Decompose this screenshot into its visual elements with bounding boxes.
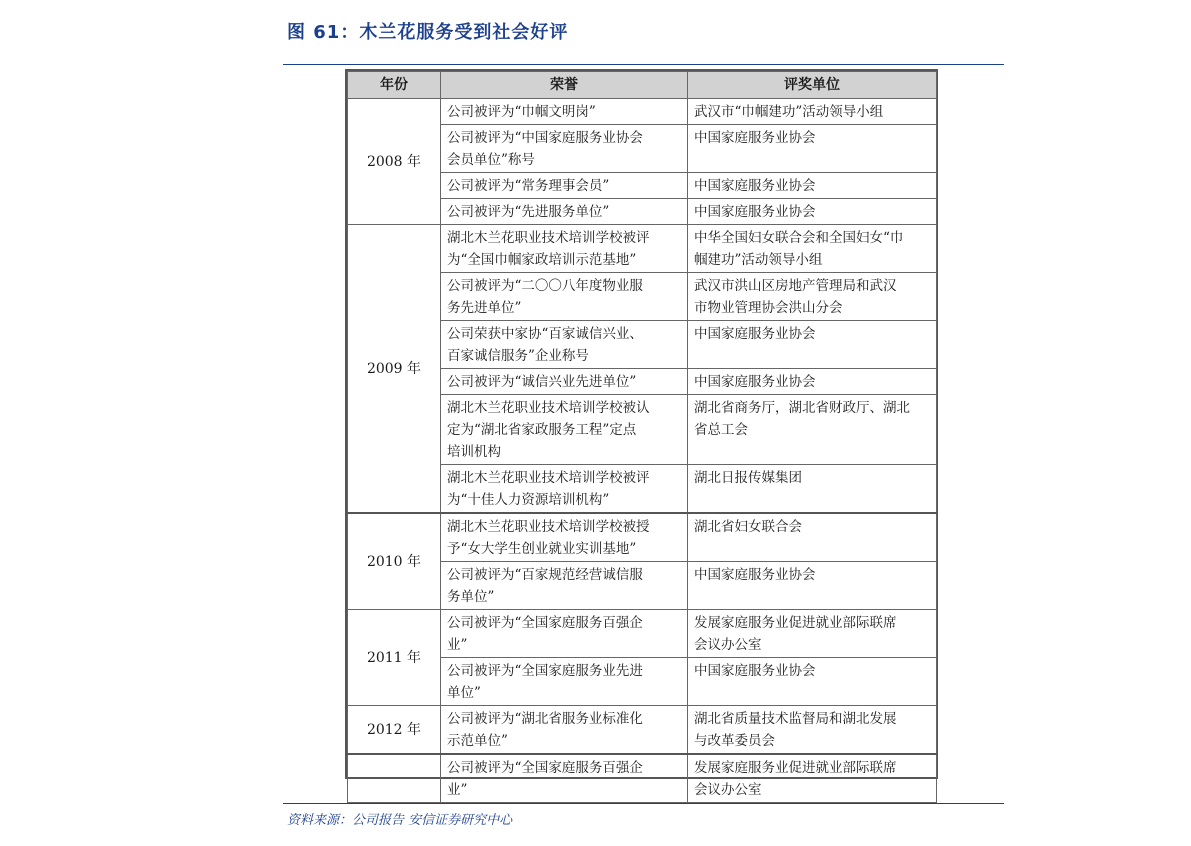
org-cell: 中国家庭服务业协会 [688, 369, 937, 395]
honor-cell: 公司被评为“二〇〇八年度物业服 务先进单位” [441, 273, 688, 321]
org-cell: 发展家庭服务业促进就业部际联席 会议办公室 [688, 610, 937, 658]
table-row [348, 225, 937, 273]
honor-cell: 公司被评为“全国家庭服务百强企 业” [441, 754, 688, 803]
org-cell: 湖北省质量技术监督局和湖北发展 与改革委员会 [688, 706, 937, 755]
table-header-row [348, 72, 937, 99]
year-cell [348, 754, 441, 803]
honor-cell: 公司被评为“诚信兴业先进单位” [441, 369, 688, 395]
org-cell: 武汉市洪山区房地产管理局和武汉 市物业管理协会洪山分会 [688, 273, 937, 321]
top-rule [283, 64, 1004, 65]
honor-cell: 湖北木兰花职业技术培训学校被认 定为“湖北省家政服务工程”定点 培训机构 [441, 395, 688, 465]
org-cell: 中国家庭服务业协会 [688, 562, 937, 610]
table-row [348, 754, 937, 803]
honor-cell: 公司被评为“全国家庭服务百强企 业” [441, 610, 688, 658]
figure-title: 图 61：木兰花服务受到社会好评 [287, 22, 569, 43]
honor-cell: 公司被评为“先进服务单位” [441, 199, 688, 225]
honor-cell: 公司被评为“全国家庭服务业先进 单位” [441, 658, 688, 706]
honor-cell: 公司被评为“百家规范经营诚信服 务单位” [441, 562, 688, 610]
honor-cell: 公司荣获中家协“百家诚信兴业、 百家诚信服务”企业称号 [441, 321, 688, 369]
header-org: 评奖单位 [688, 72, 937, 99]
org-cell: 中国家庭服务业协会 [688, 173, 937, 199]
org-cell: 中国家庭服务业协会 [688, 125, 937, 173]
org-cell: 中华全国妇女联合会和全国妇女“巾 帼建功”活动领导小组 [688, 225, 937, 273]
year-cell: 2012 年 [348, 706, 441, 755]
org-cell: 发展家庭服务业促进就业部际联席 会议办公室 [688, 754, 937, 803]
honor-cell: 公司被评为“湖北省服务业标准化 示范单位” [441, 706, 688, 755]
honor-cell: 湖北木兰花职业技术培训学校被授 予“女大学生创业就业实训基地” [441, 513, 688, 562]
table-row [348, 610, 937, 658]
org-cell: 湖北省商务厅，湖北省财政厅、湖北 省总工会 [688, 395, 937, 465]
honors-table [347, 71, 937, 803]
org-cell: 中国家庭服务业协会 [688, 199, 937, 225]
org-cell: 中国家庭服务业协会 [688, 658, 937, 706]
table-row [348, 706, 937, 755]
bottom-rule [283, 803, 1004, 804]
honor-cell: 湖北木兰花职业技术培训学校被评 为“全国巾帼家政培训示范基地” [441, 225, 688, 273]
header-year: 年份 [348, 72, 441, 99]
honor-cell: 公司被评为“中国家庭服务业协会 会员单位”称号 [441, 125, 688, 173]
org-cell: 湖北日报传媒集团 [688, 465, 937, 514]
year-cell: 2011 年 [348, 610, 441, 706]
org-cell: 湖北省妇女联合会 [688, 513, 937, 562]
honor-cell: 公司被评为“巾帼文明岗” [441, 99, 688, 125]
header-honor: 荣誉 [441, 72, 688, 99]
year-cell: 2008 年 [348, 99, 441, 225]
year-cell: 2009 年 [348, 225, 441, 514]
source-note: 资料来源：公司报告 安信证券研究中心 [287, 813, 513, 828]
honors-table-frame [345, 69, 938, 798]
org-cell: 武汉市“巾帼建功”活动领导小组 [688, 99, 937, 125]
table-row [348, 513, 937, 562]
table-row [348, 99, 937, 125]
org-cell: 中国家庭服务业协会 [688, 321, 937, 369]
honor-cell: 公司被评为“常务理事会员” [441, 173, 688, 199]
honor-cell: 湖北木兰花职业技术培训学校被评 为“十佳人力资源培训机构” [441, 465, 688, 514]
year-cell: 2010 年 [348, 513, 441, 610]
